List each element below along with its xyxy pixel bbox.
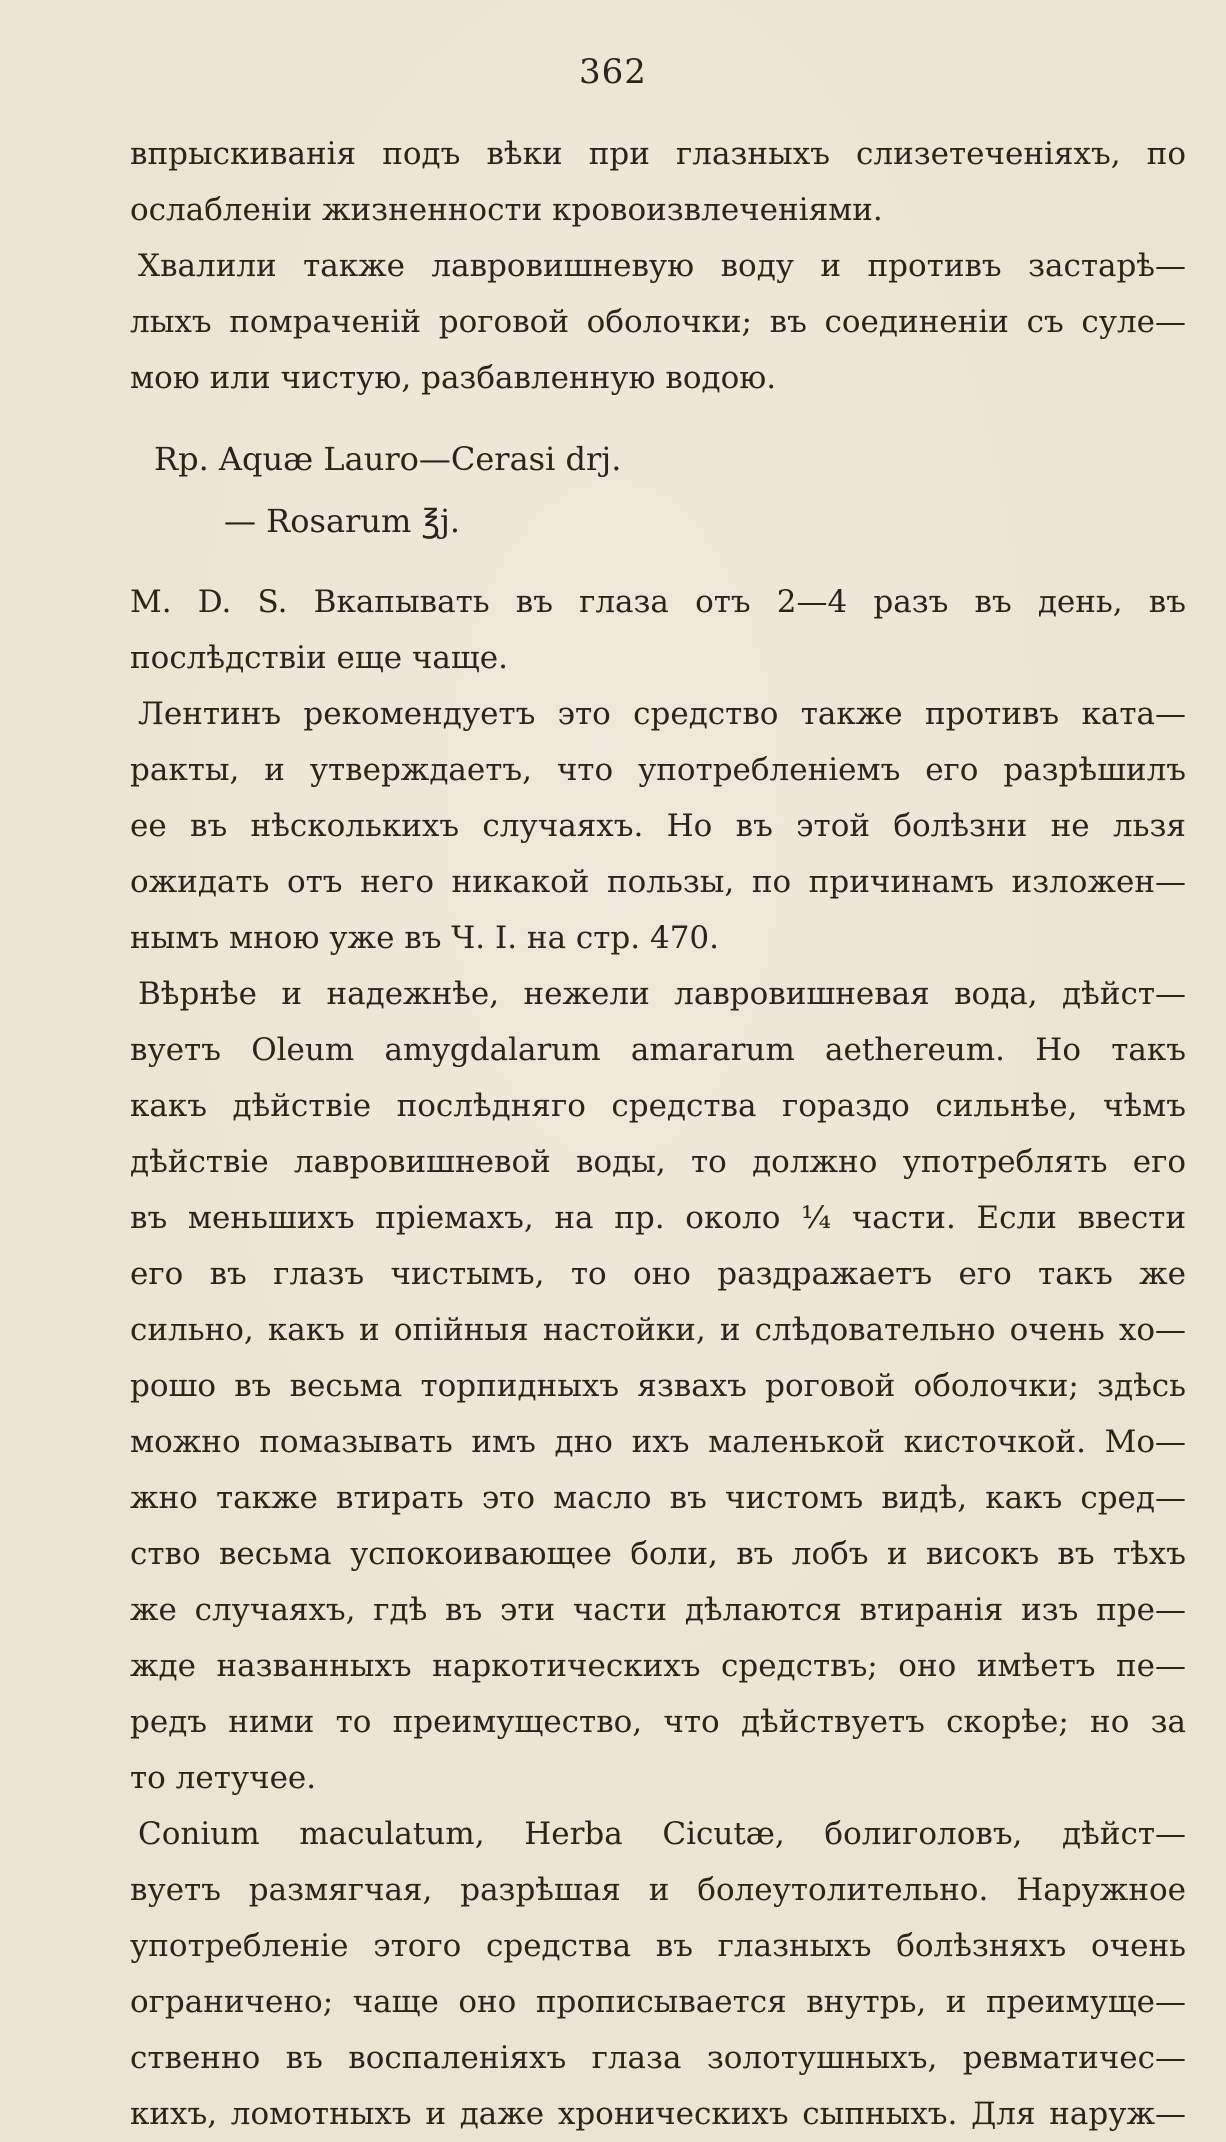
recipe-line: Rp. Aquæ Lauro—Cerasi drj. — [154, 440, 622, 478]
text-line: можно помазывать имъ дно ихъ маленькой кисточкой. Мо— — [130, 1424, 1186, 1460]
text-line: въ меньшихъ пріемахъ, на пр. около ¼ части. Если ввести — [130, 1200, 1186, 1236]
text-line: жде названныхъ наркотическихъ средствъ; оно имѣетъ пе— — [130, 1648, 1186, 1684]
text-line: нымъ мною уже въ Ч. I. на стр. 470. — [130, 920, 719, 956]
recipe-line: — Rosarum ℥j. — [224, 502, 461, 540]
text-line: впрыскиванія подъ вѣки при глазныхъ слизетеченіяхъ, по — [130, 136, 1186, 172]
text-line: ственно въ воспаленіяхъ глаза золотушныхъ, ревматичес— — [130, 2040, 1186, 2076]
text-line: редъ ними то преимущество, что дѣйствуетъ скорѣе; но за — [130, 1704, 1186, 1740]
text-line: ее въ нѣсколькихъ случаяхъ. Но въ этой болѣзни не льзя — [130, 808, 1186, 844]
text-line: послѣдствіи еще чаще. — [130, 640, 508, 676]
text-line: ожидать отъ него никакой пользы, по причинамъ изложен— — [130, 864, 1186, 900]
text-line: вуетъ размягчая, разрѣшая и болеутолительно. Наружное — [130, 1872, 1186, 1908]
text-line: лыхъ помраченій роговой оболочки; въ соединеніи съ суле— — [130, 304, 1186, 340]
text-line: Лентинъ рекомендуетъ это средство также противъ ката— — [138, 696, 1186, 732]
page-number: 362 — [579, 52, 647, 92]
text-line: жно также втирать это масло въ чистомъ видѣ, какъ сред— — [130, 1480, 1186, 1516]
text-line: употребленіе этого средства въ глазныхъ болѣзняхъ очень — [130, 1928, 1186, 1964]
text-line: сильно, какъ и опійныя настойки, и слѣдовательно очень хо— — [130, 1312, 1186, 1348]
text-line: Вѣрнѣе и надежнѣе, нежели лавровишневая вода, дѣйст— — [138, 976, 1186, 1012]
text-line: ство весьма успокоивающее боли, въ лобъ и високъ въ тѣхъ — [130, 1536, 1186, 1572]
text-line: Conium maculatum, Herba Cicutæ, болиголовъ, дѣйст— — [138, 1816, 1186, 1852]
text-line: рошо въ весьма торпидныхъ язвахъ роговой оболочки; здѣсь — [130, 1368, 1186, 1404]
text-line: ограничено; чаще оно прописывается внутрь, и преимуще— — [130, 1984, 1186, 2020]
text-line: какъ дѣйствіе послѣдняго средства гораздо сильнѣе, чѣмъ — [130, 1088, 1186, 1124]
text-line: ракты, и утверждаетъ, что употребленіемъ его разрѣшилъ — [130, 752, 1186, 788]
text-line: ослабленіи жизненности кровоизвлеченіями. — [130, 192, 883, 228]
text-line: мою или чистую, разбавленную водою. — [130, 360, 777, 396]
text-line: же случаяхъ, гдѣ въ эти части дѣлаются втиранія изъ пре— — [130, 1592, 1186, 1628]
page-text — [130, 126, 1186, 2142]
text-line: дѣйствіе лавровишневой воды, то должно употреблять его — [130, 1144, 1186, 1180]
text-line: M. D. S. Вкапывать въ глаза отъ 2—4 разъ въ день, въ — [130, 584, 1186, 620]
spacer — [130, 406, 1186, 428]
spacer — [130, 552, 1186, 574]
text-line: его въ глазъ чистымъ, то оно раздражаетъ его такъ же — [130, 1256, 1186, 1292]
text-line: Хвалили также лавровишневую воду и противъ застарѣ— — [138, 248, 1186, 284]
text-line: то летучее. — [130, 1760, 317, 1796]
text-line: кихъ, ломотныхъ и даже хроническихъ сыпныхъ. Для наруж— — [130, 2096, 1186, 2132]
text-line: вуетъ Oleum amygdalarum amararum aethereum. Но такъ — [130, 1032, 1186, 1068]
